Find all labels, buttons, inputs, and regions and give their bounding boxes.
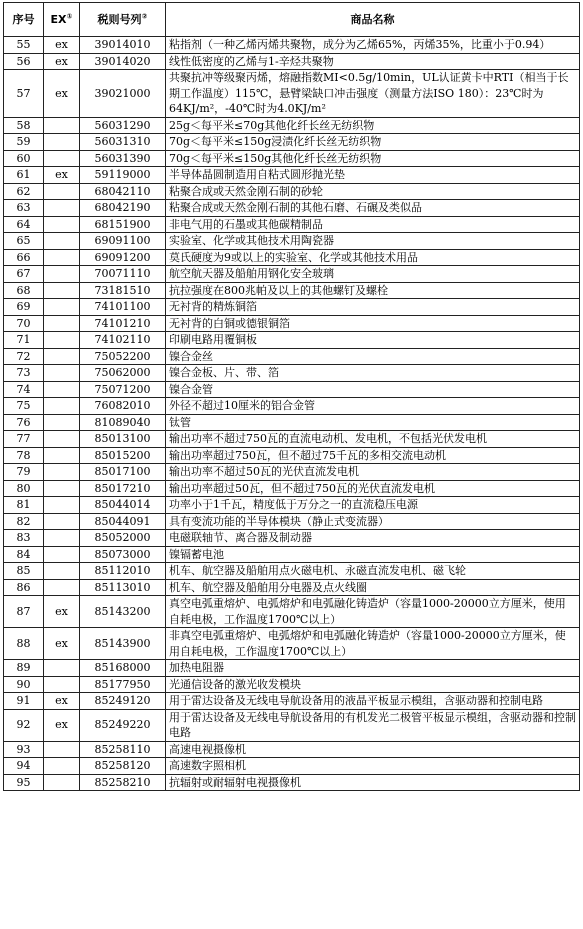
row-ex (44, 464, 80, 481)
row-code: 69091100 (80, 233, 166, 250)
row-name: 功率小于1千瓦，精度低于万分之一的直流稳压电源 (166, 497, 580, 514)
table-row (4, 579, 580, 596)
header-ex-label: EX (50, 12, 67, 26)
row-seq: 86 (4, 579, 44, 596)
table-row (4, 480, 580, 497)
row-code: 85168000 (80, 660, 166, 677)
table-row (4, 134, 580, 151)
row-ex (44, 233, 80, 250)
row-seq: 73 (4, 365, 44, 382)
row-code: 85143200 (80, 596, 166, 628)
row-seq: 63 (4, 200, 44, 217)
row-code: 73181510 (80, 282, 166, 299)
row-ex (44, 530, 80, 547)
row-code: 85052000 (80, 530, 166, 547)
row-ex (44, 315, 80, 332)
row-name: 高速电视摄像机 (166, 741, 580, 758)
row-name: 抗拉强度在800兆帕及以上的其他螺钉及螺栓 (166, 282, 580, 299)
row-ex (44, 513, 80, 530)
row-name: 莫氏硬度为9或以上的实验室、化学或其他技术用品 (166, 249, 580, 266)
header-code-label: 税则号列 (97, 12, 142, 26)
row-seq: 60 (4, 150, 44, 167)
table-row (4, 150, 580, 167)
row-code: 39014010 (80, 37, 166, 54)
row-seq: 84 (4, 546, 44, 563)
row-ex: ex (44, 693, 80, 710)
row-seq: 64 (4, 216, 44, 233)
row-ex: ex (44, 37, 80, 54)
row-ex (44, 348, 80, 365)
row-code: 85258210 (80, 774, 166, 791)
row-code: 74101210 (80, 315, 166, 332)
row-name: 加热电阻器 (166, 660, 580, 677)
row-seq: 57 (4, 70, 44, 118)
row-code: 56031390 (80, 150, 166, 167)
row-name: 外径不超过10厘米的铝合金管 (166, 398, 580, 415)
row-code: 85113010 (80, 579, 166, 596)
row-code: 75071200 (80, 381, 166, 398)
row-name: 25g＜每平米≤70g其他化纤长丝无纺织物 (166, 117, 580, 134)
table-row (4, 53, 580, 70)
table-row (4, 431, 580, 448)
row-code: 85258120 (80, 758, 166, 775)
tariff-goods-table (3, 2, 580, 791)
row-code: 74102110 (80, 332, 166, 349)
row-code: 85249220 (80, 709, 166, 741)
row-name: 70g＜每平米≤150g浸渍化纤长丝无纺织物 (166, 134, 580, 151)
row-seq: 89 (4, 660, 44, 677)
row-name: 镍合金管 (166, 381, 580, 398)
row-code: 85017210 (80, 480, 166, 497)
row-seq: 91 (4, 693, 44, 710)
row-name: 印刷电路用覆铜板 (166, 332, 580, 349)
row-seq: 85 (4, 563, 44, 580)
row-ex (44, 216, 80, 233)
row-code: 68042110 (80, 183, 166, 200)
row-name: 用于雷达设备及无线电导航设备用的液晶平板显示模组，含驱动器和控制电路 (166, 693, 580, 710)
table-row (4, 398, 580, 415)
row-name: 半导体晶圆制造用自粘式圆形抛光垫 (166, 167, 580, 184)
row-name: 钛管 (166, 414, 580, 431)
header-code (80, 3, 166, 37)
row-ex (44, 676, 80, 693)
row-ex: ex (44, 167, 80, 184)
row-seq: 59 (4, 134, 44, 151)
row-code: 85044014 (80, 497, 166, 514)
row-name: 电磁联轴节、离合器及制动器 (166, 530, 580, 547)
table-row (4, 282, 580, 299)
row-ex (44, 200, 80, 217)
row-code: 56031290 (80, 117, 166, 134)
row-seq: 66 (4, 249, 44, 266)
table-row (4, 233, 580, 250)
row-ex (44, 579, 80, 596)
row-ex (44, 381, 80, 398)
row-seq: 58 (4, 117, 44, 134)
row-seq: 81 (4, 497, 44, 514)
row-ex (44, 497, 80, 514)
row-code: 75062000 (80, 365, 166, 382)
row-name: 光通信设备的激光收发模块 (166, 676, 580, 693)
table-row (4, 365, 580, 382)
row-seq: 55 (4, 37, 44, 54)
row-ex: ex (44, 596, 80, 628)
row-seq: 92 (4, 709, 44, 741)
row-code: 85112010 (80, 563, 166, 580)
row-ex (44, 282, 80, 299)
row-code: 69091200 (80, 249, 166, 266)
row-code: 85017100 (80, 464, 166, 481)
row-ex (44, 480, 80, 497)
row-code: 85143900 (80, 628, 166, 660)
table-row (4, 167, 580, 184)
table-body (4, 37, 580, 791)
row-seq: 76 (4, 414, 44, 431)
row-ex (44, 117, 80, 134)
row-code: 39014020 (80, 53, 166, 70)
table-row (4, 464, 580, 481)
row-ex (44, 660, 80, 677)
row-ex: ex (44, 709, 80, 741)
row-name: 粘聚合成或天然金刚石制的砂轮 (166, 183, 580, 200)
header-seq: 序号 (4, 3, 44, 37)
header-ex-footnote: ① (66, 12, 73, 21)
row-seq: 88 (4, 628, 44, 660)
row-ex (44, 431, 80, 448)
row-code: 75052200 (80, 348, 166, 365)
row-seq: 82 (4, 513, 44, 530)
row-seq: 95 (4, 774, 44, 791)
table-row (4, 447, 580, 464)
row-seq: 78 (4, 447, 44, 464)
row-name: 线性低密度的乙烯与1-辛烃共聚物 (166, 53, 580, 70)
table-row (4, 513, 580, 530)
table-row (4, 299, 580, 316)
row-name: 共聚抗冲等级聚丙烯，熔融指数MI<0.5g/10min，UL认证黄卡中RTI（相当于长期工作温度）115℃，悬臂梁缺口冲击强度（测量方法ISO 180）：23℃时为64KJ/m²，-40℃时为4.0KJ/m² (166, 70, 580, 118)
table-row (4, 546, 580, 563)
table-row (4, 563, 580, 580)
row-code: 56031310 (80, 134, 166, 151)
row-seq: 80 (4, 480, 44, 497)
row-name: 无衬背的精炼铜箔 (166, 299, 580, 316)
table-row (4, 660, 580, 677)
table-row (4, 596, 580, 628)
row-seq: 87 (4, 596, 44, 628)
row-code: 85258110 (80, 741, 166, 758)
row-ex: ex (44, 70, 80, 118)
row-ex: ex (44, 53, 80, 70)
row-name: 真空电弧重熔炉、电弧熔炉和电弧融化铸造炉（容量1000-20000立方厘米，使用自耗电极，工作温度1700℃以上） (166, 596, 580, 628)
row-seq: 61 (4, 167, 44, 184)
table-row (4, 216, 580, 233)
row-seq: 71 (4, 332, 44, 349)
row-ex (44, 183, 80, 200)
row-ex (44, 365, 80, 382)
row-code: 59119000 (80, 167, 166, 184)
table-row (4, 497, 580, 514)
row-code: 85177950 (80, 676, 166, 693)
row-code: 39021000 (80, 70, 166, 118)
row-code: 85044091 (80, 513, 166, 530)
row-name: 粘指剂（一种乙烯丙烯共聚物，成分为乙烯65%，丙烯35%，比重小于0.94） (166, 37, 580, 54)
table-row (4, 414, 580, 431)
row-seq: 62 (4, 183, 44, 200)
table-row (4, 741, 580, 758)
row-seq: 56 (4, 53, 44, 70)
table-row (4, 117, 580, 134)
row-ex (44, 774, 80, 791)
row-code: 68042190 (80, 200, 166, 217)
row-name: 高速数字照相机 (166, 758, 580, 775)
table-row (4, 266, 580, 283)
table-row (4, 676, 580, 693)
row-name: 具有变流功能的半导体模块（静止式变流器） (166, 513, 580, 530)
row-name: 机车、航空器及船舶用点火磁电机、永磁直流发电机、磁飞轮 (166, 563, 580, 580)
table-row (4, 693, 580, 710)
row-seq: 74 (4, 381, 44, 398)
row-ex: ex (44, 628, 80, 660)
row-name: 实验室、化学或其他技术用陶瓷器 (166, 233, 580, 250)
row-code: 85249120 (80, 693, 166, 710)
row-seq: 70 (4, 315, 44, 332)
table-row (4, 628, 580, 660)
header-name: 商品名称 (166, 3, 580, 37)
header-code-footnote: ② (141, 12, 148, 21)
row-seq: 93 (4, 741, 44, 758)
row-name: 输出功率不超过750瓦的直流电动机、发电机，不包括光伏发电机 (166, 431, 580, 448)
row-seq: 83 (4, 530, 44, 547)
row-code: 76082010 (80, 398, 166, 415)
row-name: 非电气用的石墨或其他碳精制品 (166, 216, 580, 233)
row-name: 输出功率超过750瓦，但不超过75千瓦的多相交流电动机 (166, 447, 580, 464)
table-row (4, 37, 580, 54)
row-seq: 65 (4, 233, 44, 250)
table-row (4, 249, 580, 266)
row-ex (44, 134, 80, 151)
row-code: 68151900 (80, 216, 166, 233)
row-ex (44, 266, 80, 283)
row-name: 用于雷达设备及无线电导航设备用的有机发光二极管平板显示模组，含驱动器和控制电路 (166, 709, 580, 741)
row-ex (44, 332, 80, 349)
row-name: 非真空电弧重熔炉、电弧熔炉和电弧融化铸造炉（容量1000-20000立方厘米，使用自耗电极，工作温度1700℃以上） (166, 628, 580, 660)
row-code: 70071110 (80, 266, 166, 283)
table-row (4, 200, 580, 217)
row-name: 输出功率不超过50瓦的光伏直流发电机 (166, 464, 580, 481)
row-ex (44, 150, 80, 167)
table-row (4, 530, 580, 547)
row-ex (44, 563, 80, 580)
table-header-row (4, 3, 580, 37)
row-name: 抗辐射或耐辐射电视摄像机 (166, 774, 580, 791)
row-code: 85073000 (80, 546, 166, 563)
row-name: 镍镉蓄电池 (166, 546, 580, 563)
row-ex (44, 758, 80, 775)
row-seq: 72 (4, 348, 44, 365)
header-ex (44, 3, 80, 37)
row-ex (44, 447, 80, 464)
table-row (4, 758, 580, 775)
row-ex (44, 299, 80, 316)
table-row (4, 709, 580, 741)
table-row (4, 183, 580, 200)
row-seq: 69 (4, 299, 44, 316)
row-name: 70g＜每平米≤150g其他化纤长丝无纺织物 (166, 150, 580, 167)
row-seq: 79 (4, 464, 44, 481)
row-code: 85015200 (80, 447, 166, 464)
row-seq: 90 (4, 676, 44, 693)
row-ex (44, 741, 80, 758)
row-ex (44, 414, 80, 431)
table-row (4, 70, 580, 118)
row-code: 74101100 (80, 299, 166, 316)
row-code: 85013100 (80, 431, 166, 448)
row-name: 机车、航空器及船舶用分电器及点火线圈 (166, 579, 580, 596)
row-name: 镍合金板、片、带、箔 (166, 365, 580, 382)
row-ex (44, 398, 80, 415)
row-name: 镍合金丝 (166, 348, 580, 365)
row-name: 粘聚合成或天然金刚石制的其他石磨、石碾及类似品 (166, 200, 580, 217)
row-seq: 75 (4, 398, 44, 415)
row-ex (44, 249, 80, 266)
table-row (4, 315, 580, 332)
row-name: 输出功率超过50瓦，但不超过750瓦的光伏直流发电机 (166, 480, 580, 497)
row-seq: 94 (4, 758, 44, 775)
table-row (4, 774, 580, 791)
row-ex (44, 546, 80, 563)
table-row (4, 348, 580, 365)
row-code: 81089040 (80, 414, 166, 431)
table-row (4, 381, 580, 398)
row-name: 航空航天器及船舶用钢化安全玻璃 (166, 266, 580, 283)
row-seq: 67 (4, 266, 44, 283)
table-row (4, 332, 580, 349)
row-seq: 77 (4, 431, 44, 448)
row-name: 无衬背的白铜或德银铜箔 (166, 315, 580, 332)
row-seq: 68 (4, 282, 44, 299)
